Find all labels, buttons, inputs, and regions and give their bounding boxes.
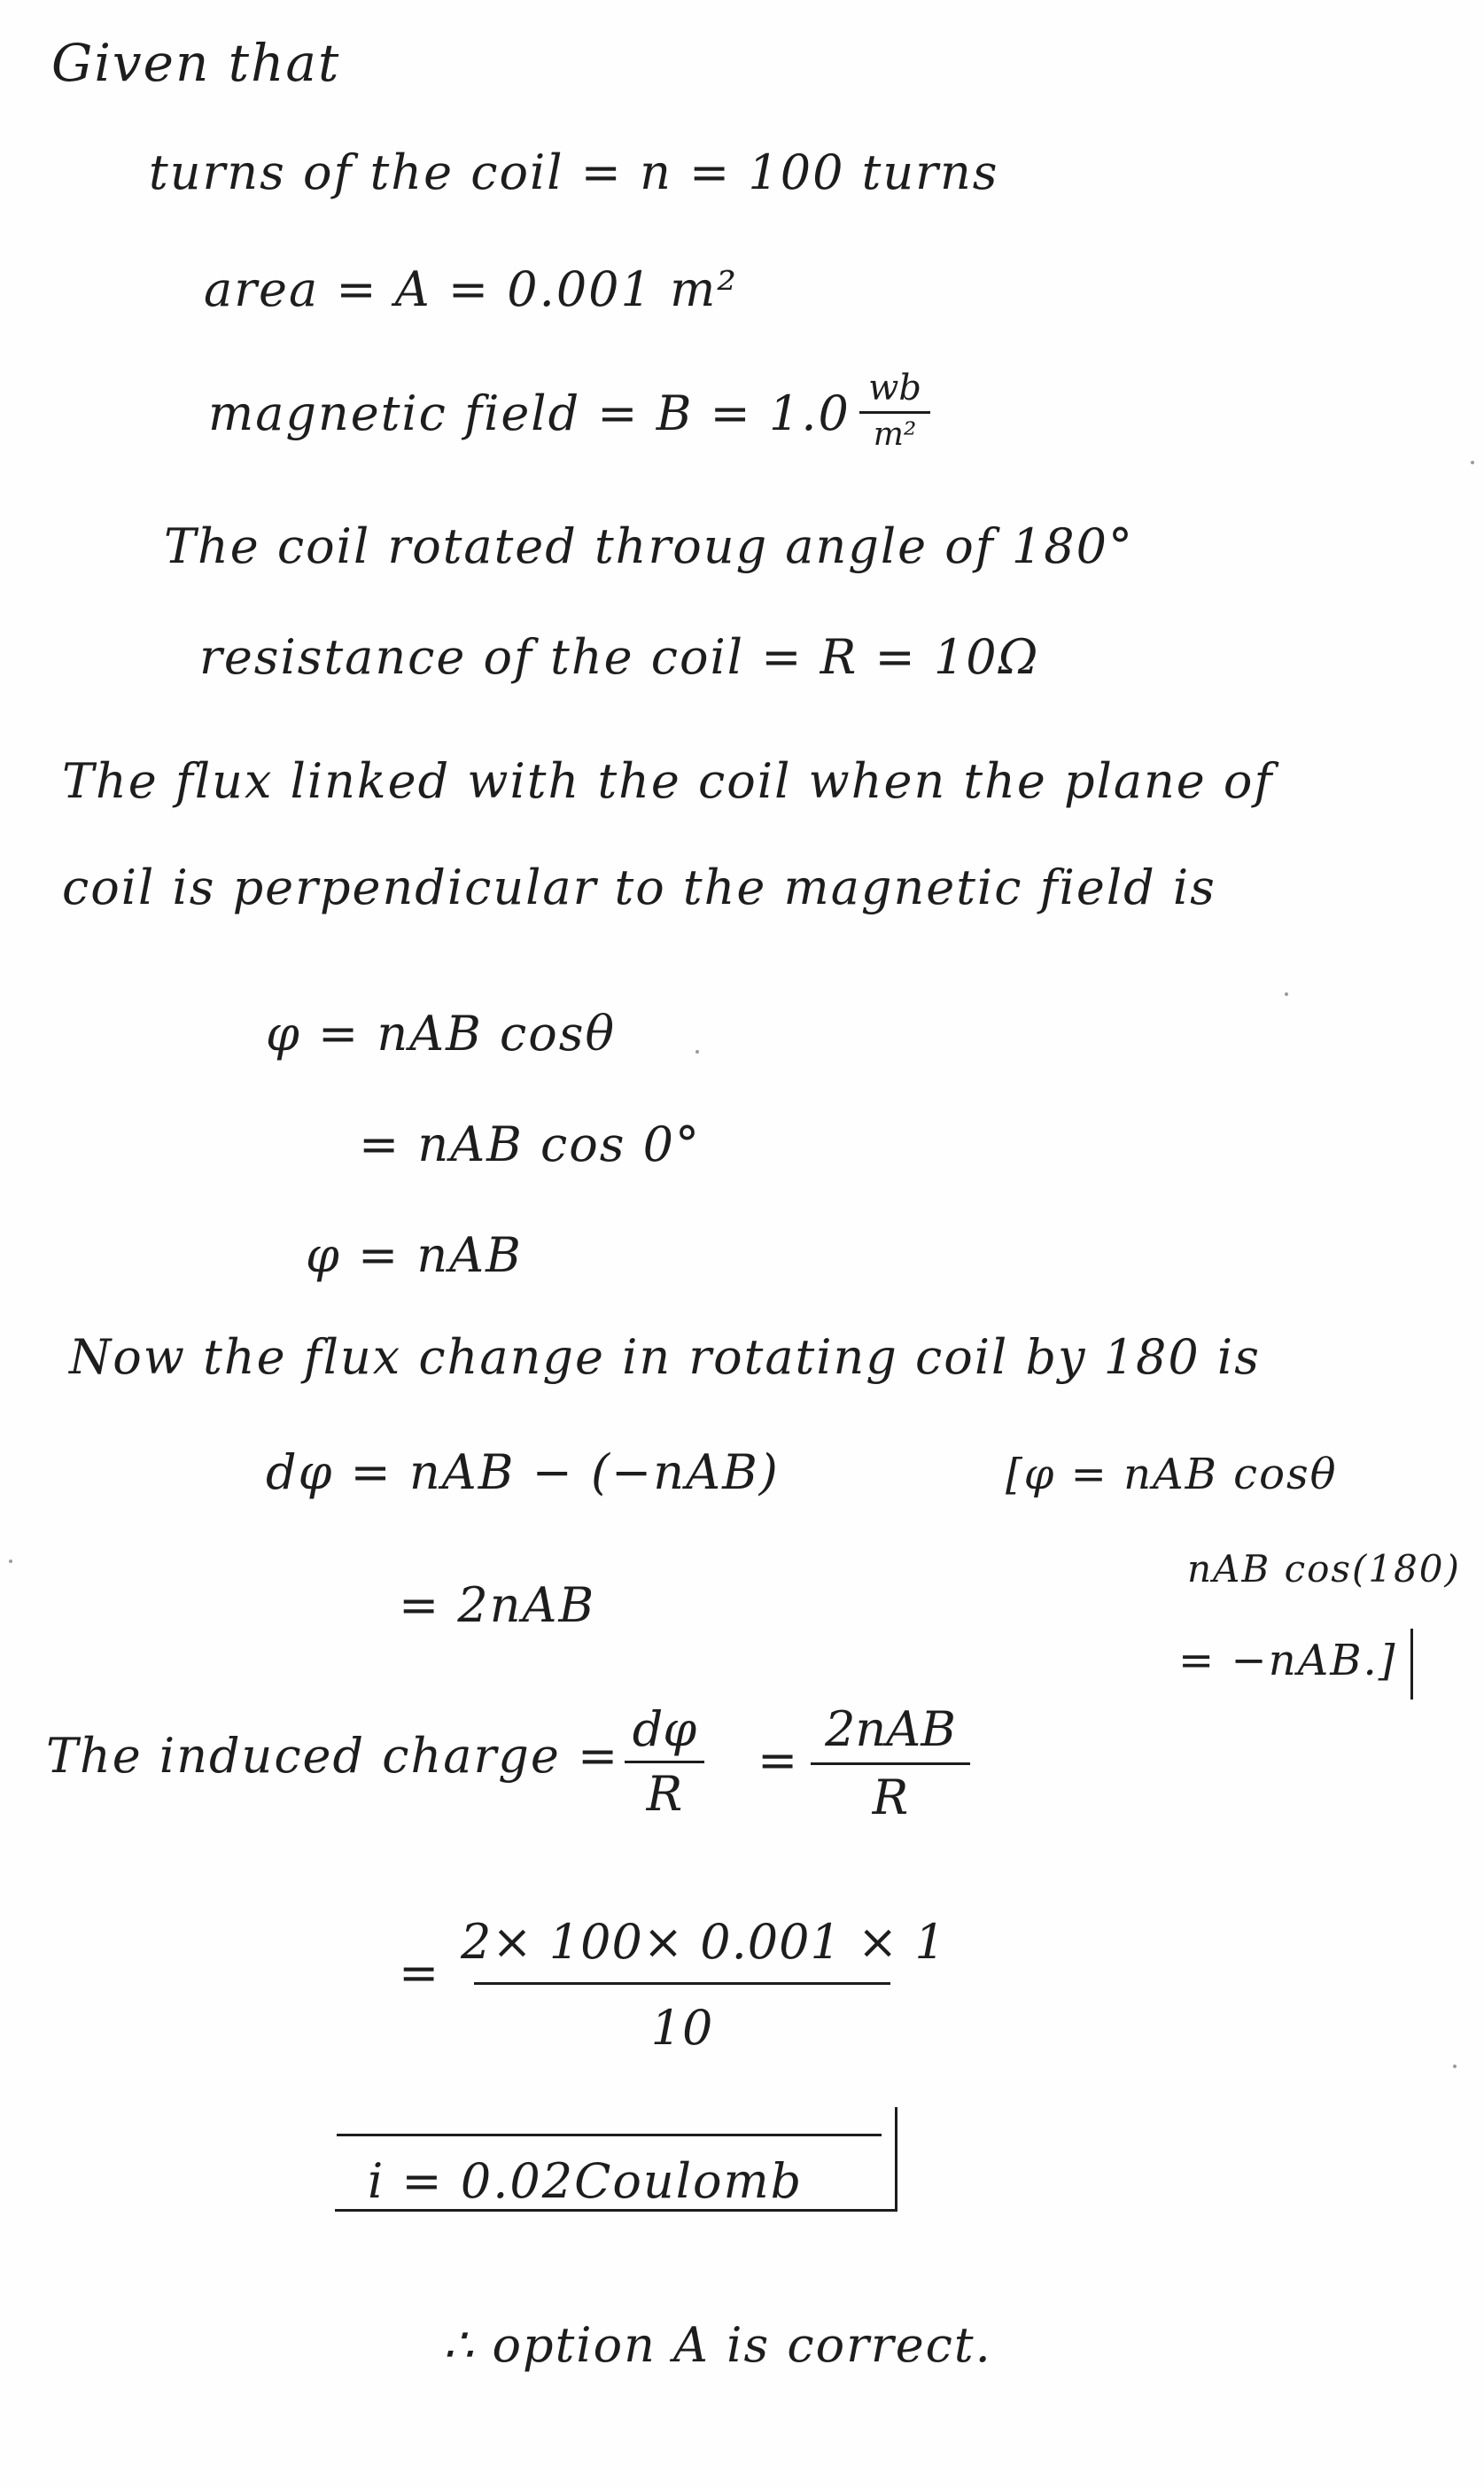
flux-explanation-line-1: The flux linked with the coil when the plane of xyxy=(62,753,1274,809)
conclusion-line: ∴ option A is correct. xyxy=(443,2317,992,2373)
rotation-line: The coil rotated throug angle of 180° xyxy=(164,518,1134,574)
flux-equation-3: φ = nAB xyxy=(306,1227,523,1283)
result-value: i = 0.02Coulomb xyxy=(368,2153,804,2209)
flux-equation-1: φ = nAB cosθ xyxy=(266,1006,616,1062)
side-note-line-3: = −nAB.] xyxy=(1178,1636,1397,1685)
side-note-line-2: nAB cos(180) xyxy=(1187,1547,1461,1591)
dphi-equation: dφ = nAB − (−nAB) xyxy=(266,1444,780,1500)
result-box-right xyxy=(895,2107,897,2212)
calc-equals: = xyxy=(399,1945,441,2001)
flux-explanation-line-2: coil is perpendicular to the magnetic field is xyxy=(62,859,1216,915)
paper-speck xyxy=(1453,2065,1457,2068)
induced-fraction-2-denominator: R xyxy=(872,1770,909,1825)
given-heading: Given that xyxy=(51,33,341,93)
turns-line: turns of the coil = n = 100 turns xyxy=(149,144,999,200)
induced-fraction-1-numerator: dφ xyxy=(632,1701,697,1757)
induced-charge-label: The induced charge = xyxy=(46,1728,620,1784)
field-line: magnetic field = B = 1.0 xyxy=(208,385,851,441)
paper-speck xyxy=(695,1050,699,1054)
flux-change-line: Now the flux change in rotating coil by 180 is xyxy=(69,1329,1261,1385)
area-line: area = A = 0.001 m² xyxy=(204,261,738,317)
resistance-line: resistance of the coil = R = 10Ω xyxy=(199,629,1040,685)
calc-fraction xyxy=(461,1914,946,2056)
field-unit xyxy=(855,370,935,451)
side-note-bracket xyxy=(1410,1629,1413,1700)
induced-equals: = xyxy=(758,1732,800,1788)
induced-fraction-1-bar xyxy=(625,1761,704,1763)
result-box-bottom xyxy=(335,2209,897,2212)
induced-fraction-1-denominator: R xyxy=(646,1766,683,1822)
field-unit-bar xyxy=(859,411,930,414)
result-box-top xyxy=(337,2134,882,2136)
induced-fraction-2-bar xyxy=(811,1762,970,1765)
field-unit-denominator: m² xyxy=(873,416,917,453)
field-unit-numerator: wb xyxy=(868,368,921,408)
calc-numerator: 2× 100× 0.001 × 1 xyxy=(461,1914,946,1970)
paper-speck xyxy=(1471,461,1474,464)
calc-denominator: 10 xyxy=(650,2000,714,2056)
two-nab-line: = 2nAB xyxy=(399,1577,596,1633)
calc-fraction-bar xyxy=(474,1982,890,1985)
induced-fraction-2-numerator: 2nAB xyxy=(825,1701,956,1757)
paper-speck xyxy=(9,1560,12,1563)
paper-speck xyxy=(1285,992,1288,996)
side-note-line-1: [φ = nAB cosθ xyxy=(1006,1450,1338,1499)
induced-fraction-1 xyxy=(616,1701,713,1822)
induced-fraction-2 xyxy=(806,1701,975,1825)
flux-equation-2: = nAB cos 0° xyxy=(359,1116,702,1172)
